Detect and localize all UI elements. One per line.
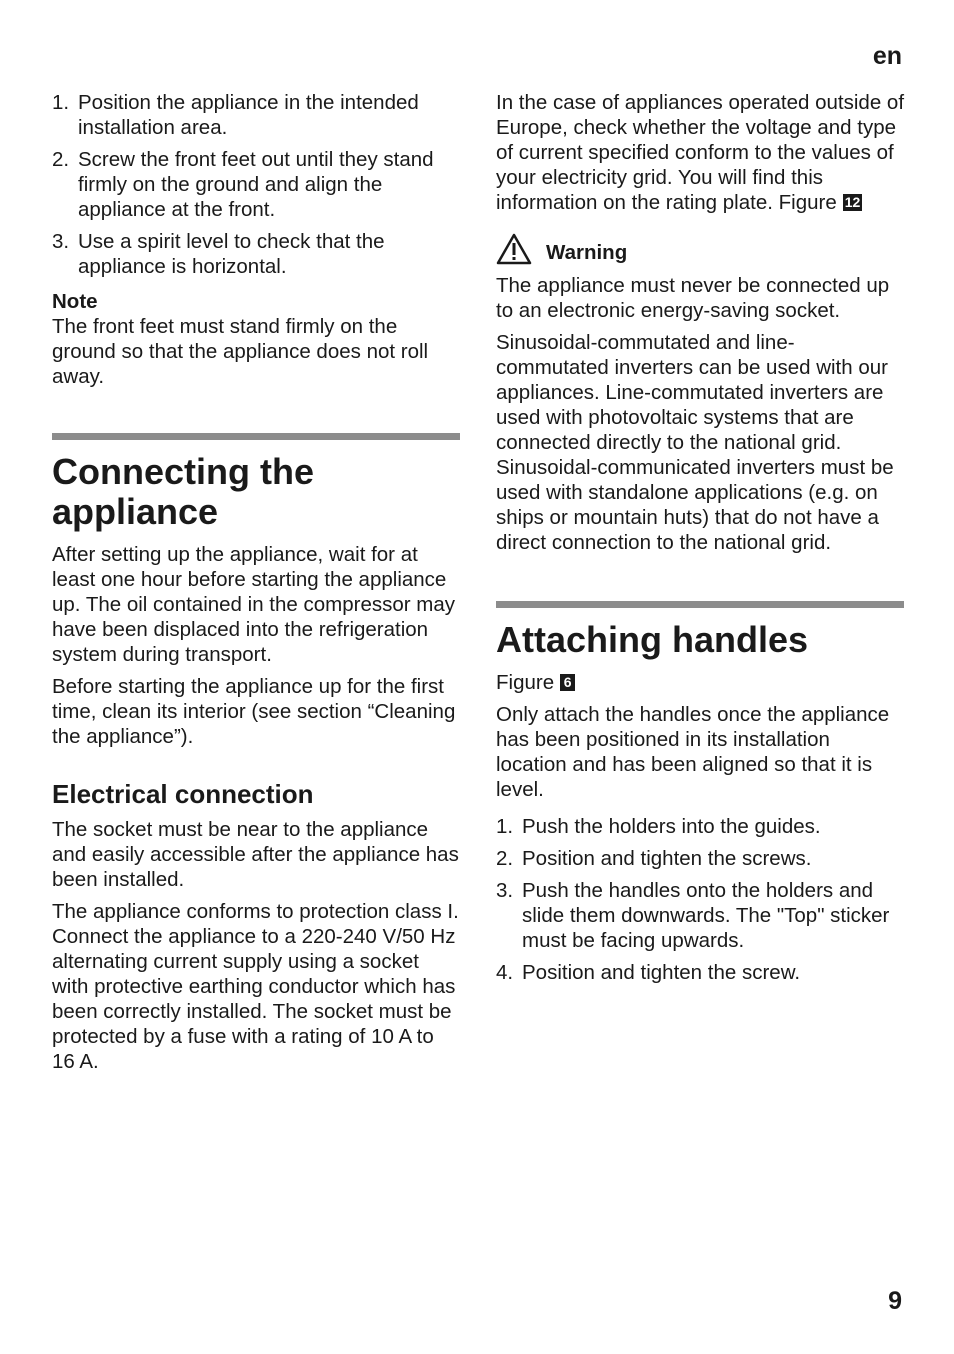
note-heading: Note xyxy=(52,290,98,313)
warning-title: Warning xyxy=(546,241,628,264)
step-text: Use a spirit level to check that the appliance is horizontal. xyxy=(78,230,385,278)
figure-reference-badge: 12 xyxy=(844,194,861,210)
list-item xyxy=(52,147,460,222)
step-number: 1. xyxy=(496,815,514,838)
warning-heading xyxy=(496,233,904,265)
note-text: The front feet must stand firmly on the ground so that the appliance does not roll away. xyxy=(52,315,429,388)
step-number: 2. xyxy=(52,148,70,171)
subsection-heading-electrical: Electrical connection xyxy=(52,779,314,809)
paragraph: The socket must be near to the appliance and easily accessible after the appliance has been installed. xyxy=(52,818,459,891)
step-number: 1. xyxy=(52,91,70,114)
page-number: 9 xyxy=(888,1287,902,1315)
step-text: Push the holders into the guides. xyxy=(522,815,821,838)
paragraph: The appliance must never be connected up to an electronic energy-saving socket. xyxy=(496,274,890,322)
step-number: 2. xyxy=(496,847,514,870)
list-item xyxy=(496,960,904,985)
paragraph: The appliance conforms to protection class I. Connect the appliance to a 220-240 V/50 Hz alternating current supply using a socket with protective earthing conductor which has been correctly installed. The socket must be protected by a fuse with a rating of 10 A to 16 A. xyxy=(52,900,459,1073)
figure-line xyxy=(496,670,904,695)
warning-triangle-icon xyxy=(496,233,532,265)
list-item xyxy=(52,229,460,279)
list-item xyxy=(496,814,904,839)
step-text: Push the handles onto the holders and slide them downwards. The "Top" sticker must be facing upwards. xyxy=(522,879,890,952)
section-divider xyxy=(496,601,904,608)
step-number: 3. xyxy=(52,230,70,253)
figure-reference-badge: 6 xyxy=(560,674,575,691)
list-item xyxy=(496,878,904,953)
paragraph-text: In the case of appliances operated outside of Europe, check whether the voltage and type of current specified conform to the values of your electricity grid. You will find this information on the rating plate. Figure xyxy=(496,91,905,214)
handle-steps-list xyxy=(496,814,904,985)
figure-label: Figure xyxy=(496,671,555,694)
section-heading-attaching: Attaching handles xyxy=(496,619,809,660)
step-number: 3. xyxy=(496,879,514,902)
section-divider xyxy=(52,433,460,440)
list-item xyxy=(496,846,904,871)
step-text: Position the appliance in the intended installation area. xyxy=(78,91,419,139)
paragraph: Before starting the appliance up for the first time, clean its interior (see section “Cleaning the appliance”). xyxy=(52,675,456,748)
left-column xyxy=(52,90,460,1081)
step-number: 4. xyxy=(496,961,514,984)
setup-steps-list xyxy=(52,90,460,279)
step-text: Position and tighten the screws. xyxy=(522,847,812,870)
paragraph: Only attach the handles once the appliance has been positioned in its installation location and has been aligned so that it is level. xyxy=(496,703,890,801)
language-code: en xyxy=(872,42,902,70)
paragraph: Sinusoidal-commutated and line-commutated inverters can be used with our appliances. Line-commutated inverters are used with photovoltaic systems that are connected directly to the national grid. Sinusoidal-communicated inverters must be used with standalone applications (e.g. on ships or mountain huts) that do not have a direct connection to the national grid. xyxy=(496,331,894,554)
paragraph xyxy=(496,90,904,215)
section-heading-connecting: Connecting the appliance xyxy=(52,451,314,532)
paragraph: After setting up the appliance, wait for at least one hour before starting the appliance up. The oil contained in the compressor may have been displaced into the refrigeration system during transport. xyxy=(52,543,456,666)
step-text: Screw the front feet out until they stand firmly on the ground and align the appliance at the front. xyxy=(78,148,434,221)
right-column xyxy=(496,90,904,992)
list-item xyxy=(52,90,460,140)
step-text: Position and tighten the screw. xyxy=(522,961,801,984)
